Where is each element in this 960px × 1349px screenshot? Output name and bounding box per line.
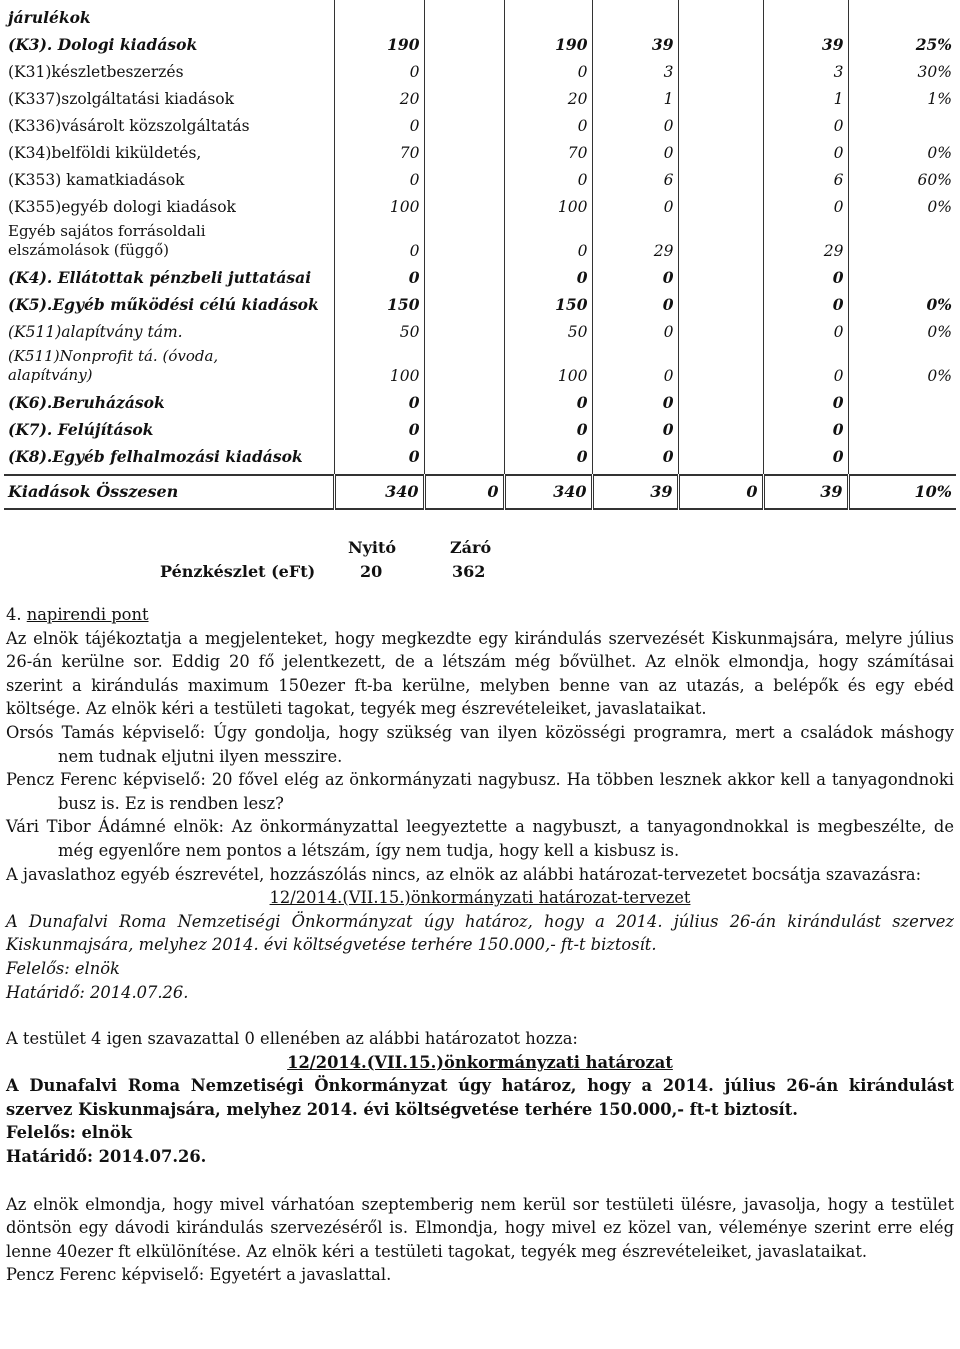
minutes-text — [6, 603, 954, 1287]
table-row: (K355)egyéb dologi kiadások 100 100 0 0 0% — [4, 189, 956, 216]
draft-resolution-body: A Dunafalvi Roma Nemzetiségi Önkormányzat úgy határoz, hogy a 2014. július 26-án kirándulást szervez Kiskunmajsára, melyhez 2014. évi költségvetése terhére 150.000,- ft-t biztosít. — [6, 911, 954, 955]
row-label: (K3). Dologi kiadások — [4, 27, 334, 54]
resolution-body: A Dunafalvi Roma Nemzetiségi Önkormányzat úgy határoz, hogy a 2014. július 26-án kirándulást szervez Kiskunmajsára, melyhez 2014. évi költségvetése terhére 150.000,- ft-t biztosít. — [6, 1076, 954, 1119]
closing-value: 362 — [452, 562, 486, 581]
row-label: járulékok — [4, 0, 334, 27]
paragraph: Az elnök elmondja, hogy mivel várhatóan szeptemberig nem kerül sor testületi ülésre, javasolja, hogy a testület döntsön egy dávodi kirándulás szervezéséről is. Elmondja, hogy mivel ez közel van, véleménye szerint erre elég lenne 40ezer ft elkülönítése. Az elnök kéri a testületi tagokat, tegyék meg észrevételeiket, javaslataikat. — [6, 1194, 954, 1261]
table-row: (K6).Beruházások 0 0 0 0 — [4, 385, 956, 412]
agenda-heading: 4. napirendi pont — [6, 605, 149, 624]
total-row: Kiadások Összesen 340 0 340 39 0 39 10% — [4, 475, 956, 509]
responsible: Felelős: elnök — [6, 1123, 132, 1143]
deadline: Határidő: 2014.07.26. — [6, 1147, 207, 1167]
table-row: (K337)szolgáltatási kiadások 20 20 1 1 1% — [4, 81, 956, 108]
paragraph: Az elnök tájékoztatja a megjelenteket, hogy megkezdte egy kirándulás szervezését Kiskunmajsára, melyre július 26-án kerülne sor. Eddig 20 fő jelentkezett, de a létszám még bővülhet. Az elnök elmondja, hogy számításai szerint a kirándulás maximum 150ezer ft-ba kerülne, melyben benne van az utazás, a belépők és egy ebéd költsége. Az elnök kéri a testületi tagokat, tegyék meg észrevételeiket, javaslataikat. — [6, 628, 954, 719]
paragraph: Vári Tibor Ádámné elnök: Az önkormányzattal leegyeztette a nagybuszt, a tanyagondnokkal is megbeszélte, de még egyenlőre nem pontos a létszám, így nem tudja, hogy kell a kisbusz is. — [6, 817, 954, 860]
draft-resolution-title: 12/2014.(VII.15.)önkormányzati határozat-tervezet — [269, 888, 691, 908]
vote-line: A testület 4 igen szavazattal 0 ellenében az alábbi határozatot hozza: — [6, 1029, 578, 1049]
table-row: (K4). Ellátottak pénzbeli juttatásai 0 0 0 0 — [4, 260, 956, 287]
responsible: Felelős: elnök — [6, 958, 120, 978]
table-row: (K8).Egyéb felhalmozási kiadások 0 0 0 0 — [4, 439, 956, 466]
paragraph: Pencz Ferenc képviselő: Egyetért a javaslattal. — [6, 1265, 392, 1285]
closing-header: Záró — [450, 538, 492, 557]
table-row: (K34)belföldi kiküldetés, 70 70 0 0 0% — [4, 135, 956, 162]
table-row: (K31)készletbeszerzés 0 0 3 3 30% — [4, 54, 956, 81]
budget-table — [4, 0, 956, 510]
paragraph: Orsós Tamás képviselő: Úgy gondolja, hogy szükség van ilyen közösségi programra, mert a családok máshogy nem tudnak eljutni ilyen messzire. — [6, 722, 954, 766]
table-row: (K353) kamatkiadások 0 0 6 6 60% — [4, 162, 956, 189]
table-row: (K5).Egyéb működési célú kiadások 150 150 0 0 0% — [4, 287, 956, 314]
opening-header: Nyitó — [348, 538, 397, 557]
paragraph: Pencz Ferenc képviselő: 20 fővel elég az önkormányzati nagybusz. Ha többen lesznek akkor kell a tanyagondnoki busz is. Ez is rendben lesz? — [6, 770, 954, 813]
cash-label: Pénzkészlet (eFt) — [160, 562, 316, 581]
deadline: Határidő: 2014.07.26. — [6, 982, 189, 1002]
paragraph: A javaslathoz egyéb észrevétel, hozzászólás nincs, az elnök az alábbi határozat-tervezetet bocsátja szavazásra: — [6, 864, 922, 884]
table-row: (K511)Nonprofit tá. (óvoda, alapítvány) 100 100 0 0 0% — [4, 341, 956, 385]
table-row — [4, 0, 956, 27]
resolution-title: 12/2014.(VII.15.)önkormányzati határozat — [287, 1052, 673, 1072]
opening-value: 20 — [360, 562, 383, 581]
table-row: Egyéb sajátos forrásoldali elszámolások (függő) 0 0 29 29 — [4, 216, 956, 260]
table-row: (K511)alapítvány tám. 50 50 0 0 0% — [4, 314, 956, 341]
table-row: (K336)vásárolt közszolgáltatás 0 0 0 0 — [4, 108, 956, 135]
table-row: (K7). Felújítások 0 0 0 0 — [4, 412, 956, 439]
table-row: (K3). Dologi kiadások 190 190 39 39 25% — [4, 27, 956, 54]
